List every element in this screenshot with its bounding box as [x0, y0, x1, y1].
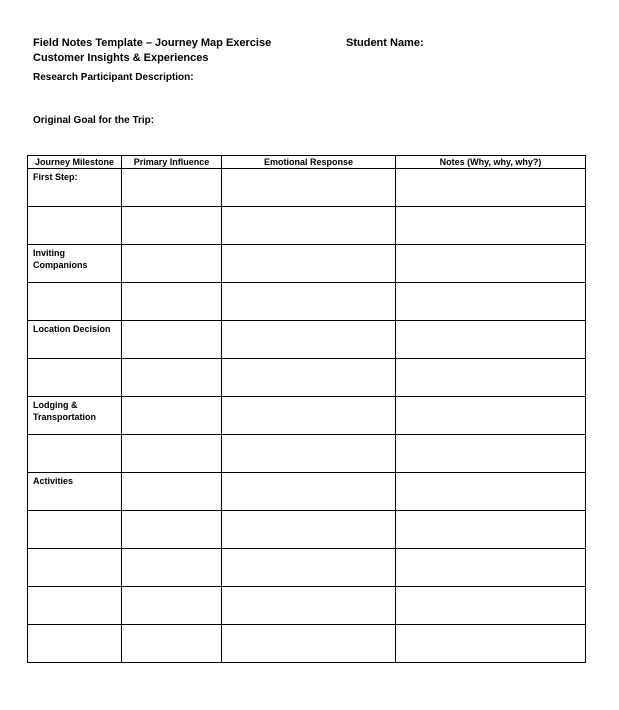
milestone-cell[interactable]: [28, 207, 122, 245]
primary-influence-cell[interactable]: [122, 587, 222, 625]
emotional-response-cell[interactable]: [222, 549, 396, 587]
column-header-primary-influence: Primary Influence: [122, 156, 222, 169]
emotional-response-cell[interactable]: [222, 473, 396, 511]
notes-cell[interactable]: [396, 169, 586, 207]
emotional-response-cell[interactable]: [222, 435, 396, 473]
table-row: [28, 511, 586, 549]
primary-influence-cell[interactable]: [122, 359, 222, 397]
emotional-response-cell[interactable]: [222, 321, 396, 359]
milestone-cell[interactable]: [28, 473, 122, 511]
column-header-notes: Notes (Why, why, why?): [396, 156, 586, 169]
column-header-emotional-response: Emotional Response: [222, 156, 396, 169]
participant-description-label: Research Participant Description:: [33, 72, 194, 83]
milestone-cell[interactable]: [28, 397, 122, 435]
milestone-cell[interactable]: [28, 587, 122, 625]
table-row: [28, 207, 586, 245]
notes-cell[interactable]: [396, 625, 586, 663]
milestone-label: [28, 283, 121, 285]
notes-cell[interactable]: [396, 321, 586, 359]
trip-goal-label: Original Goal for the Trip:: [33, 115, 155, 126]
milestone-cell[interactable]: [28, 359, 122, 397]
table-row: [28, 435, 586, 473]
primary-influence-cell[interactable]: [122, 207, 222, 245]
milestone-label: [28, 549, 121, 551]
notes-cell[interactable]: [396, 549, 586, 587]
emotional-response-cell[interactable]: [222, 397, 396, 435]
table-header-row: [28, 156, 586, 169]
notes-cell[interactable]: [396, 207, 586, 245]
milestone-label: Inviting Companions: [33, 248, 88, 270]
milestone-cell[interactable]: [28, 549, 122, 587]
milestone-label: [28, 625, 121, 627]
table-row: [28, 245, 586, 283]
notes-cell[interactable]: [396, 587, 586, 625]
milestone-label: Activities: [33, 476, 74, 486]
milestone-cell[interactable]: [28, 321, 122, 359]
primary-influence-cell[interactable]: [122, 473, 222, 511]
primary-influence-cell[interactable]: [122, 625, 222, 663]
primary-influence-cell[interactable]: [122, 245, 222, 283]
notes-cell[interactable]: [396, 473, 586, 511]
student-name-label: Student Name:: [346, 37, 424, 49]
notes-cell[interactable]: [396, 397, 586, 435]
emotional-response-cell[interactable]: [222, 245, 396, 283]
notes-cell[interactable]: [396, 359, 586, 397]
table-row: [28, 473, 586, 511]
primary-influence-cell[interactable]: [122, 283, 222, 321]
milestone-cell[interactable]: [28, 511, 122, 549]
milestone-label: Location Decision: [33, 324, 111, 334]
table-row: [28, 359, 586, 397]
table-row: [28, 169, 586, 207]
table-row: [28, 625, 586, 663]
emotional-response-cell[interactable]: [222, 359, 396, 397]
primary-influence-cell[interactable]: [122, 435, 222, 473]
milestone-cell[interactable]: [28, 245, 122, 283]
milestone-cell[interactable]: [28, 435, 122, 473]
table-row: [28, 321, 586, 359]
table-row: [28, 397, 586, 435]
table-row: [28, 549, 586, 587]
milestone-label: [28, 435, 121, 437]
notes-cell[interactable]: [396, 435, 586, 473]
notes-cell[interactable]: [396, 245, 586, 283]
milestone-cell[interactable]: [28, 169, 122, 207]
table-row: [28, 283, 586, 321]
milestone-label: [28, 511, 121, 513]
primary-influence-cell[interactable]: [122, 549, 222, 587]
journey-map-table: [27, 155, 586, 663]
notes-cell[interactable]: [396, 283, 586, 321]
milestone-label: Lodging & Transportation: [33, 400, 97, 422]
column-header-journey-milestone: Journey Milestone: [28, 156, 122, 169]
emotional-response-cell[interactable]: [222, 283, 396, 321]
milestone-cell[interactable]: [28, 625, 122, 663]
notes-cell[interactable]: [396, 511, 586, 549]
primary-influence-cell[interactable]: [122, 397, 222, 435]
milestone-label: [28, 207, 121, 209]
milestone-label: First Step:: [33, 172, 78, 182]
table-row: [28, 587, 586, 625]
document-subtitle: Customer Insights & Experiences: [33, 52, 209, 64]
emotional-response-cell[interactable]: [222, 587, 396, 625]
document-title: Field Notes Template – Journey Map Exercise: [33, 37, 272, 49]
emotional-response-cell[interactable]: [222, 625, 396, 663]
milestone-label: [28, 587, 121, 589]
emotional-response-cell[interactable]: [222, 169, 396, 207]
milestone-cell[interactable]: [28, 283, 122, 321]
milestone-label: [28, 359, 121, 361]
primary-influence-cell[interactable]: [122, 321, 222, 359]
emotional-response-cell[interactable]: [222, 207, 396, 245]
primary-influence-cell[interactable]: [122, 511, 222, 549]
primary-influence-cell[interactable]: [122, 169, 222, 207]
emotional-response-cell[interactable]: [222, 511, 396, 549]
